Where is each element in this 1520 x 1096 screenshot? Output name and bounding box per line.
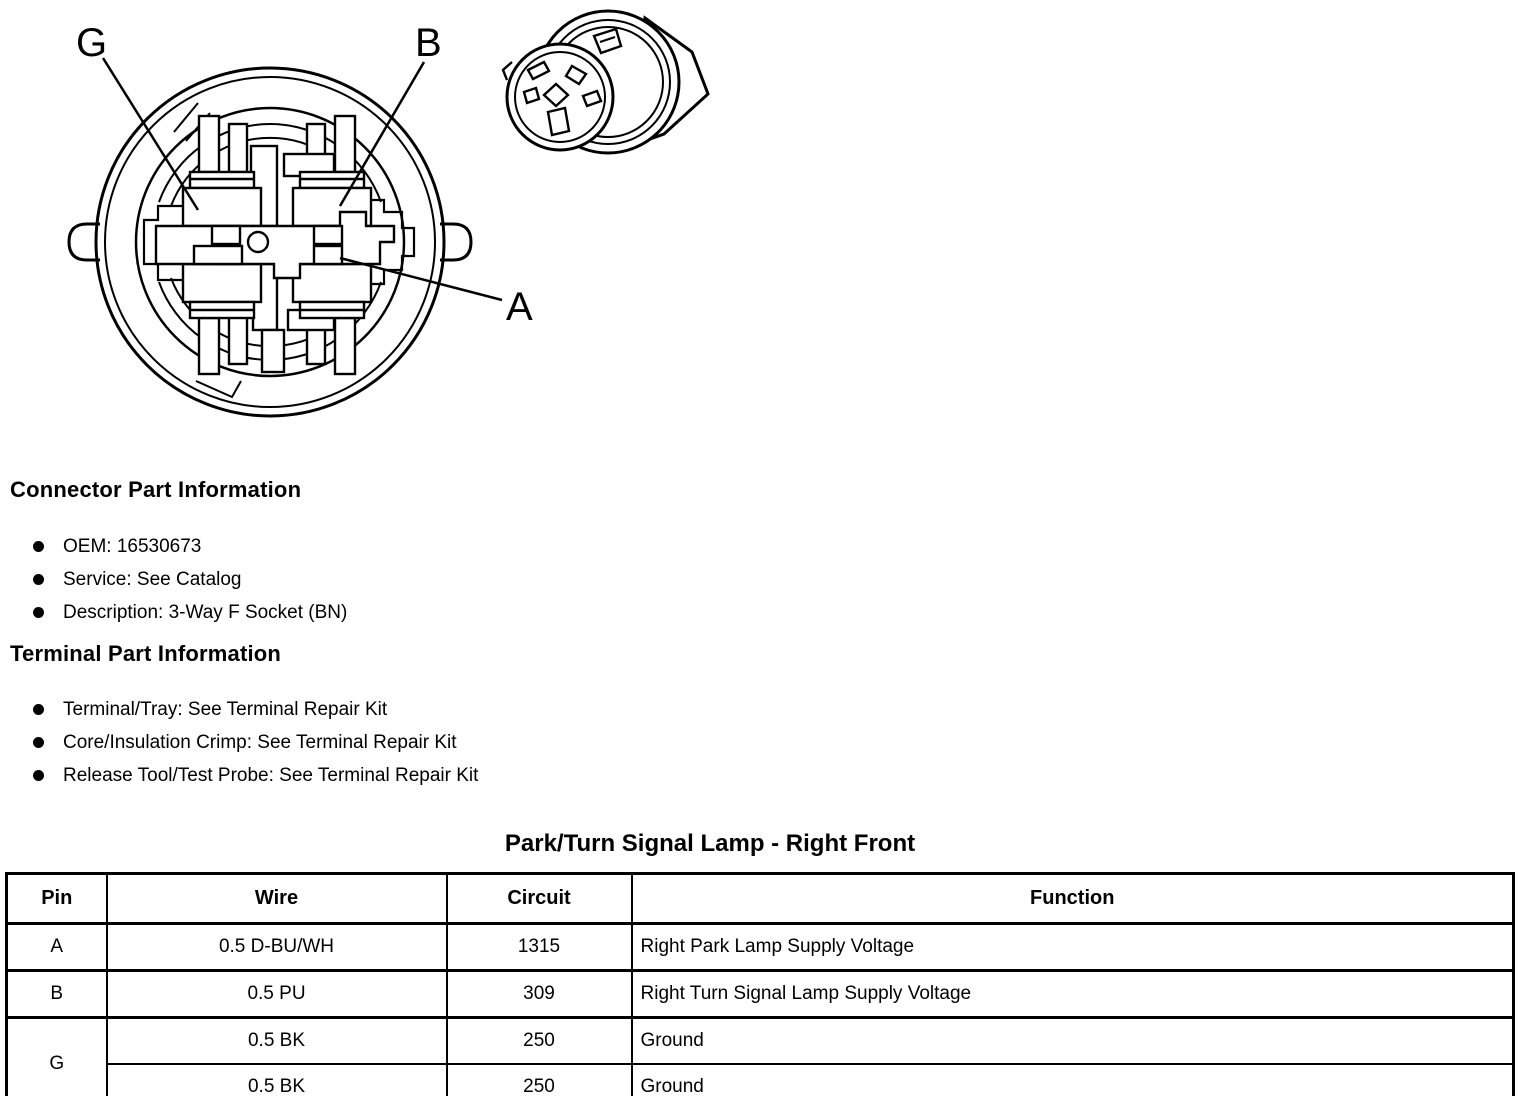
table-row bbox=[7, 924, 1514, 971]
list-item-text: Release Tool/Test Probe: See Terminal Repair Kit bbox=[63, 764, 479, 786]
table-header-row bbox=[7, 874, 1514, 924]
pin-label-a: A bbox=[506, 285, 533, 329]
pin-label-b: B bbox=[415, 21, 442, 65]
pin-cell: A bbox=[7, 924, 107, 971]
pin-table-title: Park/Turn Signal Lamp - Right Front bbox=[504, 830, 916, 857]
connector-perspective-view bbox=[503, 11, 708, 153]
pin-label-g: G bbox=[76, 21, 108, 65]
function-cell: Right Turn Signal Lamp Supply Voltage bbox=[632, 971, 1514, 1018]
function-cell: Right Park Lamp Supply Voltage bbox=[632, 924, 1514, 971]
bullet-icon bbox=[33, 704, 44, 715]
terminal-part-info-list bbox=[0, 693, 478, 792]
pin-table bbox=[5, 872, 1515, 1096]
function-cell: Ground bbox=[632, 1018, 1514, 1065]
pin-cell: B bbox=[7, 971, 107, 1018]
list-item bbox=[0, 563, 347, 596]
list-item-text: Description: 3-Way F Socket (BN) bbox=[63, 601, 348, 623]
list-item-text: Service: See Catalog bbox=[63, 568, 242, 590]
list-item bbox=[0, 530, 347, 563]
table-row bbox=[7, 971, 1514, 1018]
connector-part-info-list bbox=[0, 530, 347, 629]
leader-line-g bbox=[103, 58, 198, 210]
table-row bbox=[7, 1064, 1514, 1096]
terminal-part-info-heading: Terminal Part Information bbox=[10, 641, 282, 666]
wire-cell: 0.5 D-BU/WH bbox=[107, 924, 447, 971]
list-item bbox=[0, 759, 478, 792]
bullet-icon bbox=[33, 770, 44, 781]
connector-part-info-heading: Connector Part Information bbox=[10, 477, 302, 502]
bullet-icon bbox=[33, 541, 44, 552]
list-item bbox=[0, 693, 478, 726]
bullet-icon bbox=[33, 737, 44, 748]
bullet-icon bbox=[33, 574, 44, 585]
list-item bbox=[0, 726, 478, 759]
bullet-icon bbox=[33, 607, 44, 618]
function-cell: Ground bbox=[632, 1064, 1514, 1096]
col-header-wire: Wire bbox=[107, 874, 447, 924]
pin-cell: G bbox=[7, 1018, 107, 1096]
col-header-circuit: Circuit bbox=[447, 874, 632, 924]
list-item bbox=[0, 596, 347, 629]
list-item-text: Terminal/Tray: See Terminal Repair Kit bbox=[63, 698, 388, 720]
circuit-cell: 250 bbox=[447, 1064, 632, 1096]
col-header-function: Function bbox=[632, 874, 1514, 924]
table-row bbox=[7, 1018, 1514, 1065]
circuit-cell: 1315 bbox=[447, 924, 632, 971]
circuit-cell: 250 bbox=[447, 1018, 632, 1065]
wire-cell: 0.5 PU bbox=[107, 971, 447, 1018]
col-header-pin: Pin bbox=[7, 874, 107, 924]
circuit-cell: 309 bbox=[447, 971, 632, 1018]
wire-cell: 0.5 BK bbox=[107, 1018, 447, 1065]
list-item-text: OEM: 16530673 bbox=[63, 535, 202, 557]
list-item-text: Core/Insulation Crimp: See Terminal Repair Kit bbox=[63, 731, 457, 753]
connector-diagram bbox=[0, 0, 760, 470]
wire-cell: 0.5 BK bbox=[107, 1064, 447, 1096]
connector-front-view bbox=[69, 21, 533, 416]
